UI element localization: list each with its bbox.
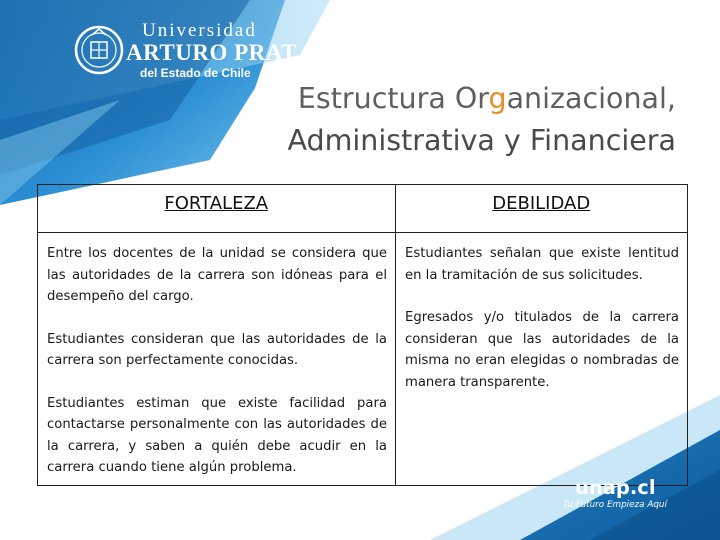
logo-text-universidad: Universidad xyxy=(142,20,257,41)
footer-tagline: Tu Futuro Empieza Aquí xyxy=(563,500,667,510)
logo-text-name: ARTURO PRAT xyxy=(126,40,298,65)
header-fortaleza-label: FORTALEZA xyxy=(164,193,269,214)
fortaleza-item: Entre los docentes de la unidad se considera que las autoridades de la carrera son idóneas para el desempeño del cargo. xyxy=(47,246,387,304)
header-fortaleza xyxy=(38,185,396,233)
title-line-1-part-b: g xyxy=(488,82,507,115)
title-line-1-part-a: Estructura Or xyxy=(297,82,489,115)
title-line-1 xyxy=(116,78,676,120)
fortalezas-cell xyxy=(38,233,396,486)
debilidades-cell xyxy=(396,233,688,486)
debilidad-item: Egresados y/o titulados de la carrera consideran que las autoridades de la misma no eran elegidas o nombradas de manera transparente. xyxy=(405,310,679,390)
logo-text-subtitle: del Estado de Chile xyxy=(140,66,251,80)
slide-title xyxy=(116,78,676,162)
footer-site-link[interactable]: unap.cl xyxy=(575,476,656,499)
header-debilidad xyxy=(396,185,688,233)
table-header-row xyxy=(38,185,688,233)
header-debilidad-label: DEBILIDAD xyxy=(492,193,591,214)
university-seal-icon xyxy=(74,22,124,78)
university-logo xyxy=(74,18,298,80)
table-body-row xyxy=(38,233,688,486)
title-line-2: Administrativa y Financiera xyxy=(287,124,676,157)
fortaleza-item: Estudiantes consideran que las autoridades de la carrera son perfectamente conocidas. xyxy=(47,331,387,368)
strengths-weaknesses-table xyxy=(37,184,688,486)
title-line-1-part-c: anizacional, xyxy=(506,82,676,115)
debilidad-item: Estudiantes señalan que existe lentitud en la tramitación de sus solicitudes. xyxy=(405,246,679,283)
fortaleza-item: Estudiantes estiman que existe facilidad para contactarse personalmente con las autoridades de la carrera, y saben a quién debe acudir en la carrera cuando tiene algún problema. xyxy=(47,395,387,475)
